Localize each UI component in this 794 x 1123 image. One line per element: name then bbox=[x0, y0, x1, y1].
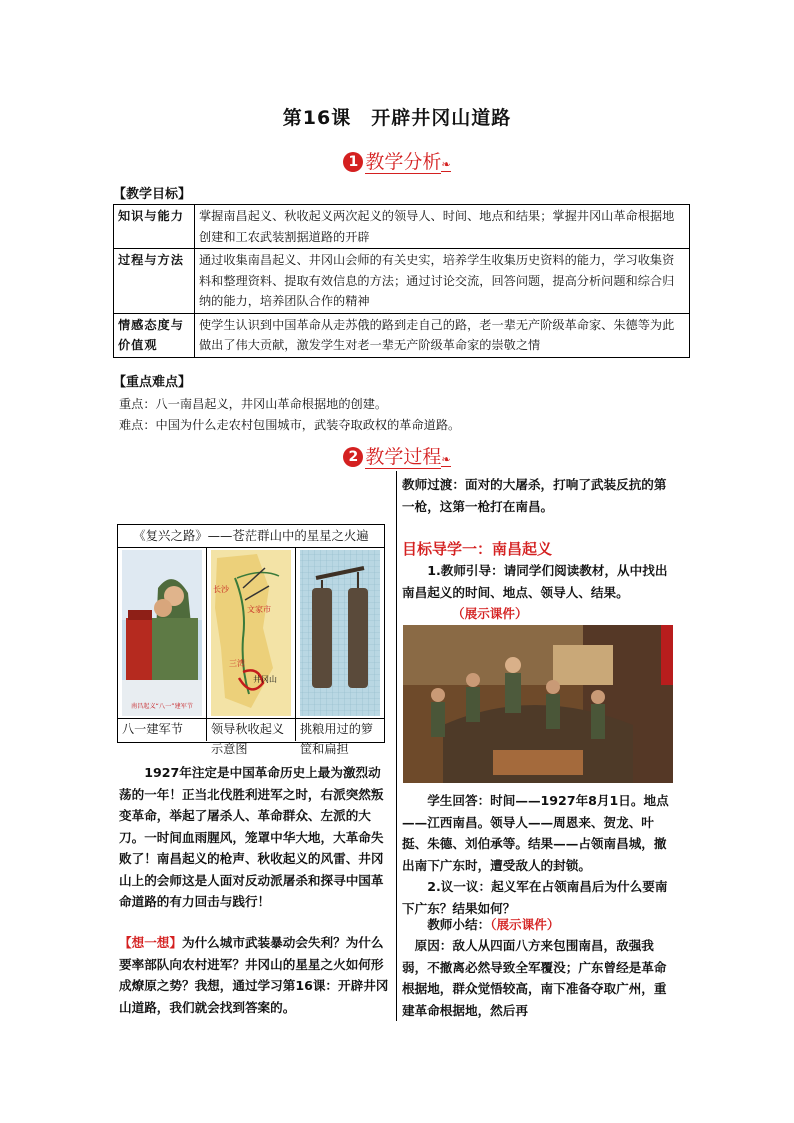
section-number-badge: 1 bbox=[343, 152, 363, 172]
goal-label: 过程与方法 bbox=[114, 249, 195, 314]
poster-text: 南昌起义“八一”建军节 bbox=[130, 703, 194, 710]
map-label: 井冈山 bbox=[253, 675, 277, 684]
discuss-text: 2.议一议：起义军在占领南昌后为什么要南下广东？结果如何？ bbox=[402, 879, 668, 916]
poster-image bbox=[118, 548, 207, 718]
intro-paragraph: 1927年注定是中国革命历史上最为激烈动荡的一年！正当北伐胜利进军之时，右派突然叛变革命，举起了屠杀人、革命群众、左派的大刀。一时间血雨腥风，笼罩中华大地，大革命失败了！南昌起义的枪声、秋收起义的风雷、井冈山上的会师这是人面对反动派屠杀和探寻中国革命道路的有力回击与践行！ bbox=[119, 765, 384, 909]
table-row bbox=[114, 249, 690, 314]
goal-title: 目标导学一：南昌起义 bbox=[402, 540, 553, 558]
key-point: 重点：八一南昌起义，井冈山革命根据地的创建。 bbox=[119, 397, 388, 411]
goal-content: 掌握南昌起义、秋收起义两次起义的领导人、时间、地点和结果；掌握井冈山革命根据地创建和工农武装割据道路的开辟 bbox=[195, 205, 690, 249]
transition-text: 教师过渡：面对的大屠杀，打响了武装反抗的第一枪，这第一枪打在南昌。 bbox=[402, 477, 667, 514]
think-text: 为什么城市武装暴动会失利？为什么要率部队向农村进军？井冈山的星星之火如何形成燎原之势？我想，通过学习第16课：开辟井冈山道路，我们就会找到答案的。 bbox=[119, 935, 389, 1015]
section-heading-process bbox=[0, 442, 794, 469]
difficult-point: 难点：中国为什么走农村包围城市，武装夺取政权的革命道路。 bbox=[119, 418, 461, 432]
guide-text: 1.教师引导：请同学们阅读教材，从中找出南昌起义的时间、地点、领导人、结果。 bbox=[402, 563, 668, 600]
image-box bbox=[117, 524, 385, 756]
uprising-painting bbox=[403, 625, 673, 783]
image-cell-caption: 挑粮用过的箩筐和扁担 bbox=[300, 722, 374, 756]
ornament-icon: ❧ bbox=[441, 158, 451, 171]
section-label: 教学过程 bbox=[365, 446, 442, 468]
ornament-icon: ❧ bbox=[441, 453, 451, 466]
courseware-label: （展示课件） bbox=[490, 917, 560, 932]
section-heading-analysis bbox=[0, 147, 794, 174]
image-cell-caption: 领导秋收起义示意图 bbox=[207, 719, 296, 741]
summary-line bbox=[402, 914, 676, 936]
goal-label: 情感态度与价值观 bbox=[114, 313, 195, 357]
image-row bbox=[118, 548, 384, 719]
goals-table bbox=[113, 204, 690, 358]
courseware-label: （展示课件） bbox=[452, 606, 528, 621]
lesson-title: 第16课 开辟井冈山道路 bbox=[282, 107, 512, 129]
answer-text: 学生回答：时间——1927年8月1日。地点——江西南昌。领导人——周恩来、贺龙、叶挺、朱德、刘伯承等。结果——占领南昌城，撤出南下广东时，遭受敌人的封锁。 bbox=[402, 793, 669, 873]
map-label: 长沙 bbox=[213, 585, 229, 594]
summary-label: 教师小结： bbox=[427, 917, 491, 932]
goal-content: 使学生认识到中国革命从走苏俄的路到走自己的路，老一辈无产阶级革命家、朱德等为此做出了伟大贡献，激发学生对老一辈无产阶级革命家的崇敬之情 bbox=[195, 313, 690, 357]
key-heading: 【重点难点】 bbox=[113, 375, 192, 390]
column-divider bbox=[396, 471, 397, 1021]
goal-label: 知识与能力 bbox=[114, 205, 195, 249]
map-label: 文家市 bbox=[247, 605, 271, 614]
goal-content: 通过收集南昌起义、井冈山会师的有关史实，培养学生收集历史资料的能力，学习收集资料和整理资料、提取有效信息的方法；通过讨论交流，回答问题，提高分析问题和综合归纳的能力，培养团队合作的精神 bbox=[195, 249, 690, 314]
image-cell-caption: 八一建军节 bbox=[118, 719, 207, 741]
map-label: 三湾 bbox=[229, 659, 245, 668]
image-caption: 《复兴之路》——苍茫群山中的星星之火遍 bbox=[118, 525, 384, 548]
goals-heading: 【教学目标】 bbox=[113, 187, 192, 202]
table-row bbox=[114, 205, 690, 249]
think-tag: 【想一想】 bbox=[119, 935, 182, 950]
think-paragraph bbox=[119, 932, 391, 1018]
reason-text: 原因：敌人从四面八方来包围南昌，敌强我弱，不撤离必然导致全军覆没；广东曾经是革命根据地，群众觉悟较高，南下准备夺取广州，重建革命根据地，然后再 bbox=[402, 938, 667, 1018]
baskets-image bbox=[296, 548, 384, 718]
section-label: 教学分析 bbox=[365, 151, 442, 173]
table-row bbox=[114, 313, 690, 357]
map-image bbox=[207, 548, 296, 718]
section-number-badge: 2 bbox=[343, 447, 363, 467]
